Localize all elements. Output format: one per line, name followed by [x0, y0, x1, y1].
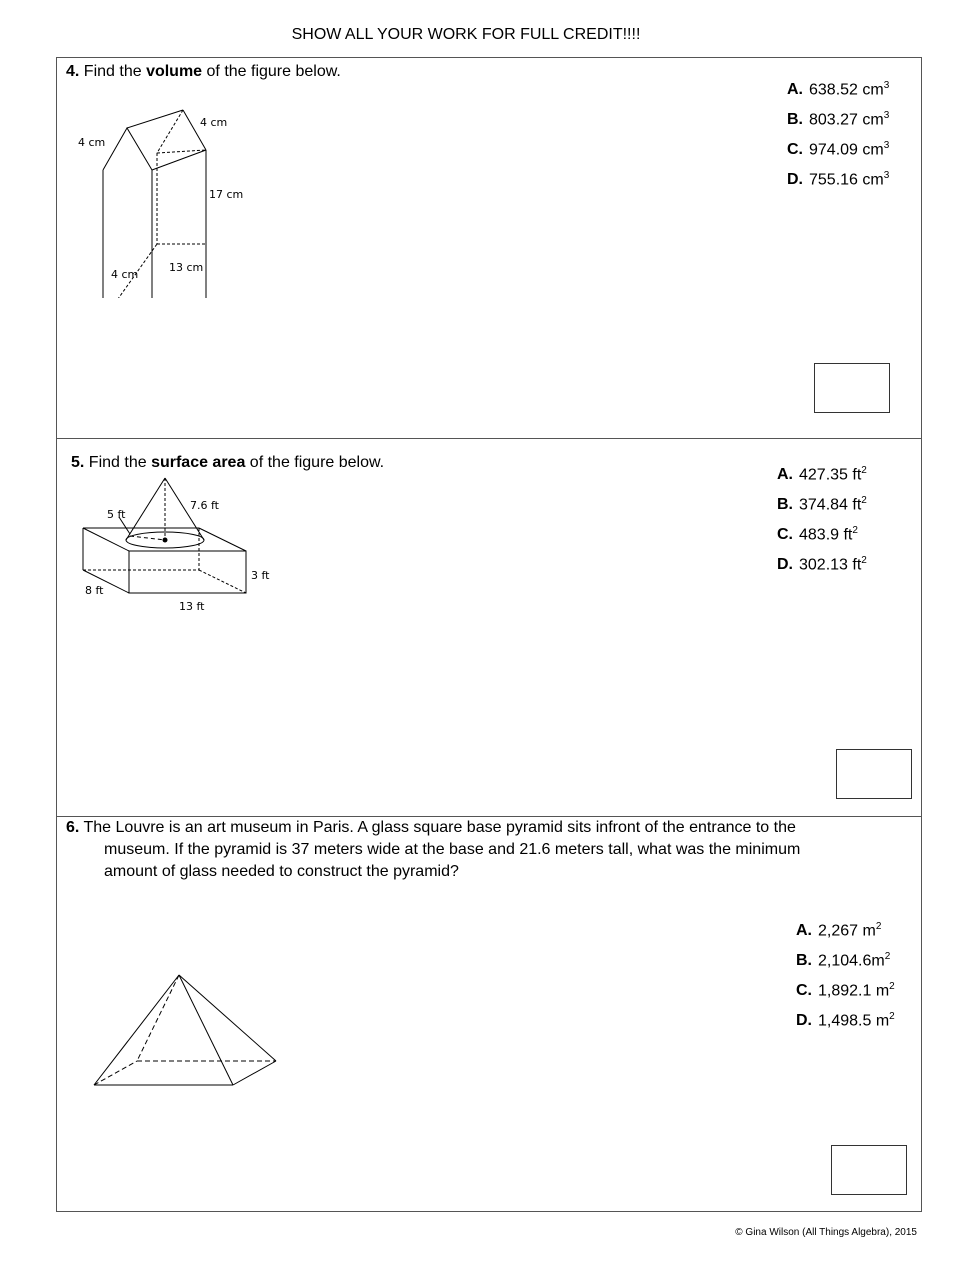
answer-box[interactable]: [836, 749, 912, 799]
question-4-section: [56, 57, 922, 439]
question-5-section: [56, 438, 922, 817]
choice-d[interactable]: D. 302.13 $ft^2$: [777, 555, 867, 574]
choice-a[interactable]: A. 638.52 $cm^3$: [787, 80, 890, 99]
choice-c[interactable]: C. 483.9 $ft^2$: [777, 525, 858, 544]
choice-a[interactable]: A. 2,267 $m^2$: [796, 921, 882, 940]
question-4-prompt: 4. Find the volume of the figure below.: [66, 63, 341, 80]
choice-b[interactable]: B. $2,104.6m^2$: [796, 951, 891, 970]
question-keyword: surface area: [151, 454, 246, 471]
dim-label: 17 cm: [209, 188, 244, 201]
answer-box[interactable]: [831, 1145, 907, 1195]
answer-choices: [765, 456, 867, 576]
choice-d[interactable]: D. 1,498.5 $m^2$: [796, 1011, 895, 1030]
dim-label: 13 cm: [169, 261, 204, 274]
page-header: SHOW ALL YOUR WORK FOR FULL CREDIT!!!!: [291, 26, 641, 43]
question-number: 5.: [71, 454, 85, 471]
dim-label: 13 ft: [179, 600, 205, 613]
dim-label: 3 ft: [251, 569, 270, 582]
square-pyramid-figure: [57, 956, 297, 1096]
dim-label: 4 cm: [111, 268, 139, 281]
choice-d[interactable]: D. 755.16 $cm^3$: [787, 170, 890, 189]
question-number: 6.: [66, 819, 80, 836]
dim-label: 8 ft: [85, 584, 104, 597]
question-6-prompt: 6. The Louvre is an art museum in Paris. A glass square base pyramid sits infront of the entrance to the museum. If the pyramid is 37 meters wide at the base and 21.6 meters tall, what was the minimum amount of glass needed to construct the pyramid?: [66, 819, 801, 880]
choice-b[interactable]: B. 374.84 $ft^2$: [777, 495, 867, 514]
dim-label: 5 ft: [107, 508, 126, 521]
prism-with-cone-figure: [57, 439, 297, 629]
dim-label: 4 cm: [200, 116, 228, 129]
copyright-footer: © Gina Wilson (All Things Algebra), 2015: [735, 1227, 917, 1238]
answer-choices: [784, 912, 895, 1032]
dim-label: 4 cm: [78, 136, 106, 149]
choice-c[interactable]: C. 1,892.1 $m^2$: [796, 981, 895, 1000]
choice-a[interactable]: A. 427.35 $ft^2$: [777, 465, 867, 484]
question-5-prompt: 5. Find the surface area of the figure below.: [71, 454, 385, 471]
pentagonal-prism-figure: [57, 58, 257, 298]
choice-b[interactable]: B. 803.27 $cm^3$: [787, 110, 890, 129]
question-6-section: [56, 816, 922, 1212]
choice-c[interactable]: C. 974.09 $cm^3$: [787, 140, 890, 159]
answer-box[interactable]: [814, 363, 890, 413]
question-keyword: volume: [146, 63, 203, 80]
answer-choices: [775, 71, 889, 191]
question-number: 4.: [66, 63, 80, 80]
dim-label: 7.6 ft: [190, 499, 219, 512]
